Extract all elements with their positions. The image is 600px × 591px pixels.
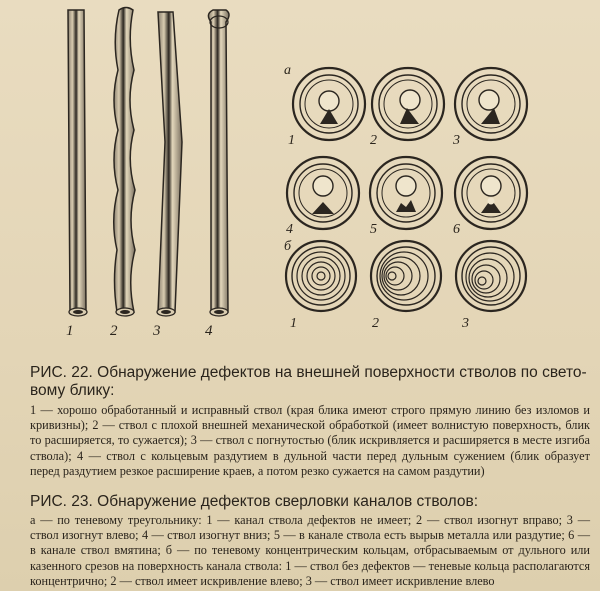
shadow-triangle-circle-a6 — [455, 157, 527, 229]
circle-label-a1: 1 — [288, 133, 295, 148]
fig23-title: РИС. 23. Обнаружение дефектов сверловки каналов стволов: — [30, 493, 479, 510]
fig23-body: а — по теневому треугольнику: 1 — канал ствола дефектов не имеет; 2 — ствол изогнут вправо; 3 — ствол изогнут влево; 4 — ствол изогнут вниз; 5 — в канале ствола есть вырыв металла или раздутие; 6 — в канале ствол вмятина; б — по теневому концентрическим кольцам, отбрасываемым от дульного или казенного срезов на поверхность канала ствола: 1 — ствол без дефектов — теневые кольца располагаются концентрично; 2 — ствол имеет искривление влево; 3 — ствол имеет искривление влево — [30, 513, 590, 588]
tube-label-2: 2 — [110, 323, 118, 339]
group-label-a: а — [284, 63, 291, 78]
circle-label-b2: 2 — [372, 316, 379, 331]
circle-label-a2: 2 — [370, 133, 377, 148]
circle-label-a5: 5 — [370, 222, 377, 237]
fig22-body: 1 — хорошо обработанный и исправный ствол (края блика имеют строго прямую линию без изломов и кривизны); 2 — ствол с плохой внешней механической обработкой (имеет волнистую поверхность, блик то расширяется, то сужается); 3 — ствол с погнутостью (блик искривляется и расширяется в месте изгиба ствола); 4 — ствол с кольцевым раздутием в дульной части перед дульным сужением (блик образует перед раздутием резкое расширение краев, а потом резко сужается на самом раздутии) — [30, 403, 590, 478]
tube-label-1: 1 — [66, 323, 74, 339]
circle-label-a6: 6 — [453, 222, 460, 237]
barrel-tube-4 — [208, 10, 229, 316]
shadow-triangle-circle-a4 — [287, 157, 359, 229]
circle-label-a3: 3 — [453, 133, 460, 148]
concentric-rings-b2 — [371, 241, 441, 311]
circle-label-a4: 4 — [286, 222, 293, 237]
barrel-tube-2 — [114, 8, 135, 317]
group-label-b: б — [284, 239, 292, 254]
fig22-title: РИС. 22. Обнаружение дефектов на внешней поверхности стволов по свето-вому блику: — [30, 364, 587, 399]
shadow-triangle-circle-a5 — [370, 157, 442, 229]
barrel-tube-3 — [157, 12, 182, 316]
tube-label-4: 4 — [205, 323, 213, 339]
tube-label-3: 3 — [153, 323, 161, 339]
shadow-triangle-circle-a3 — [455, 68, 527, 140]
shadow-triangle-circle-a1 — [293, 68, 365, 140]
barrel-tube-1 — [68, 10, 87, 316]
circle-label-b3: 3 — [462, 316, 469, 331]
circle-label-b1: 1 — [290, 316, 297, 331]
concentric-rings-b1 — [286, 241, 356, 311]
shadow-triangle-circle-a2 — [372, 68, 444, 140]
concentric-rings-b3 — [456, 241, 526, 311]
